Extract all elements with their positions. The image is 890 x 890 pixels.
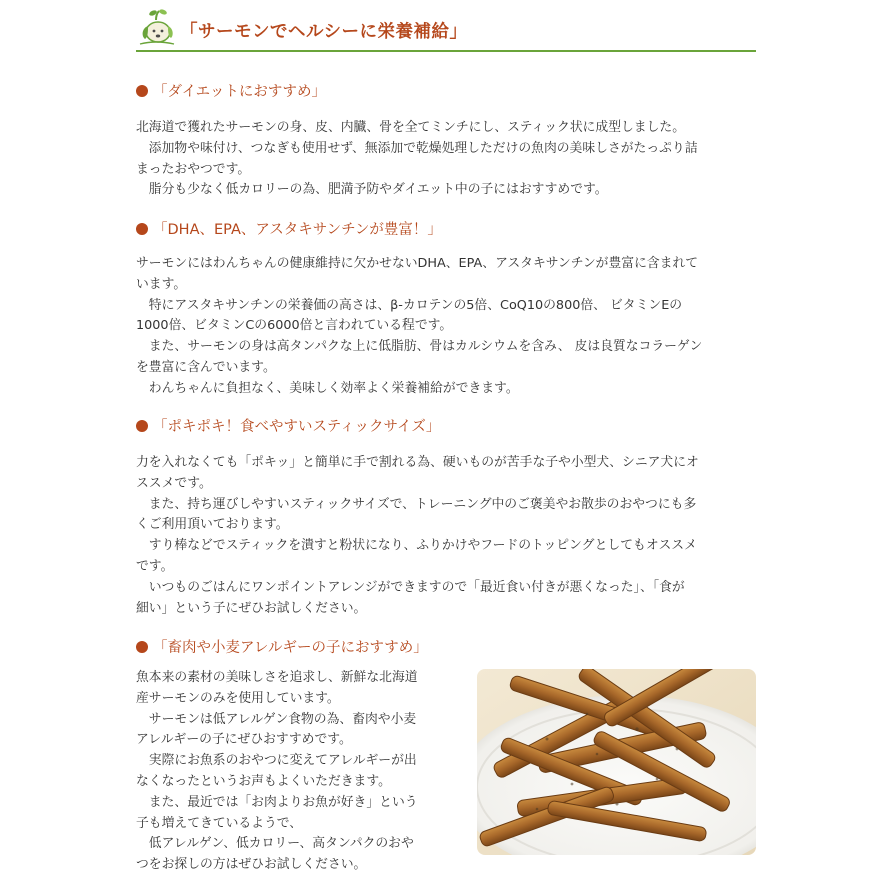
section-heading-dha	[136, 218, 442, 239]
heading-text: 「ダイエットにおすすめ」	[153, 84, 326, 100]
text-line: また、最近では「お肉よりお魚が好き」という	[136, 794, 418, 810]
dog-sprout-logo-icon	[136, 8, 176, 48]
text-line: を豊富に含んでいます。	[136, 359, 276, 375]
text-line: 脂分も少なく低カロリーの為、肥満予防やダイエット中の子にはおすすめです。	[136, 182, 608, 198]
text-line: いつものごはんにワンポイントアレンジができますので「最近食い付きが悪くなった」、「食が	[136, 579, 685, 595]
heading-text: 「畜肉や小麦アレルギーの子におすすめ」	[153, 640, 428, 656]
bullet-dot-icon	[136, 223, 148, 235]
text-line: つをお探しの方はぜひお試しください。	[136, 857, 367, 873]
section-header	[136, 6, 756, 52]
text-line: 1000倍、ビタミンCの6000倍と言われている程です。	[136, 318, 453, 334]
text-line: 特にアスタキサンチンの栄養価の高さは、β-カロテンの5倍、CoQ10の800倍、 ビタミンEの	[136, 297, 683, 313]
text-line: サーモンは低アレルゲン食物の為、畜肉や小麦	[136, 711, 417, 727]
text-line: ススメです。	[136, 475, 212, 491]
bullet-dot-icon	[136, 420, 148, 432]
paragraph-diet	[136, 118, 698, 201]
text-line: また、持ち運びしやすいスティックサイズで、トレーニング中のご褒美やお散歩のおやつにも多	[136, 496, 697, 512]
page-title: 「サーモンでヘルシーに栄養補給」	[180, 22, 468, 42]
text-line: います。	[136, 276, 187, 292]
text-line: です。	[136, 558, 174, 574]
text-line: 力を入れなくても「ポキッ」と簡単に手で割れる為、硬いものが苦手な子や小型犬、シニア犬にオ	[136, 455, 699, 470]
text-line: 細い」という子にぜひお試しください。	[136, 600, 367, 616]
text-line: くご利用頂いております。	[136, 517, 289, 533]
salmon-sticks-photo	[477, 669, 756, 855]
text-line: 添加物や味付け、つなぎも使用せず、無添加で乾燥処理しただけの魚肉の美味しさがたっぷり詰	[136, 140, 698, 156]
text-line: また、サーモンの身は高タンパクな上に低脂肪、骨はカルシウムを含み、 皮は良質なコラーゲン	[136, 339, 703, 355]
paragraph-dha	[136, 254, 702, 400]
section-heading-allergy	[136, 636, 428, 657]
text-line: わんちゃんに負担なく、美味しく効率よく栄養補給ができます。	[136, 380, 519, 396]
text-line: 低アレルゲン、低カロリー、高タンパクのおや	[136, 836, 414, 852]
text-line: まったおやつです。	[136, 161, 251, 177]
paragraph-allergy	[136, 668, 418, 876]
text-line: サーモンにはわんちゃんの健康維持に欠かせないDHA、EPA、アスタキサンチンが豊富に含まれて	[136, 256, 699, 271]
text-line: なくなったというお声もよくいただきます。	[136, 773, 391, 789]
text-line: 魚本来の素材の美味しさを追求し、新鮮な北海道	[136, 670, 418, 685]
section-heading-diet	[136, 80, 326, 101]
heading-text: 「DHA、EPA、アスタキサンチンが豊富！」	[153, 222, 442, 238]
text-line: アレルギーの子にぜひおすすめです。	[136, 732, 352, 748]
text-line: 北海道で獲れたサーモンの身、皮、内臓、骨を全てミンチにし、スティック状に成型しました。	[136, 120, 685, 135]
text-line: すり棒などでスティックを潰すと粉状になり、ふりかけやフードのトッピングとしてもオススメ	[136, 538, 697, 554]
section-heading-stick	[136, 415, 440, 436]
heading-text: 「ポキポキ！食べやすいスティックサイズ」	[153, 419, 441, 435]
paragraph-stick	[136, 453, 699, 619]
bullet-dot-icon	[136, 641, 148, 653]
text-line: 実際にお魚系のおやつに変えてアレルギーが出	[136, 753, 417, 769]
bullet-dot-icon	[136, 85, 148, 97]
text-line: 子も増えてきているようで、	[136, 815, 303, 831]
text-line: 産サーモンのみを使用しています。	[136, 690, 340, 706]
